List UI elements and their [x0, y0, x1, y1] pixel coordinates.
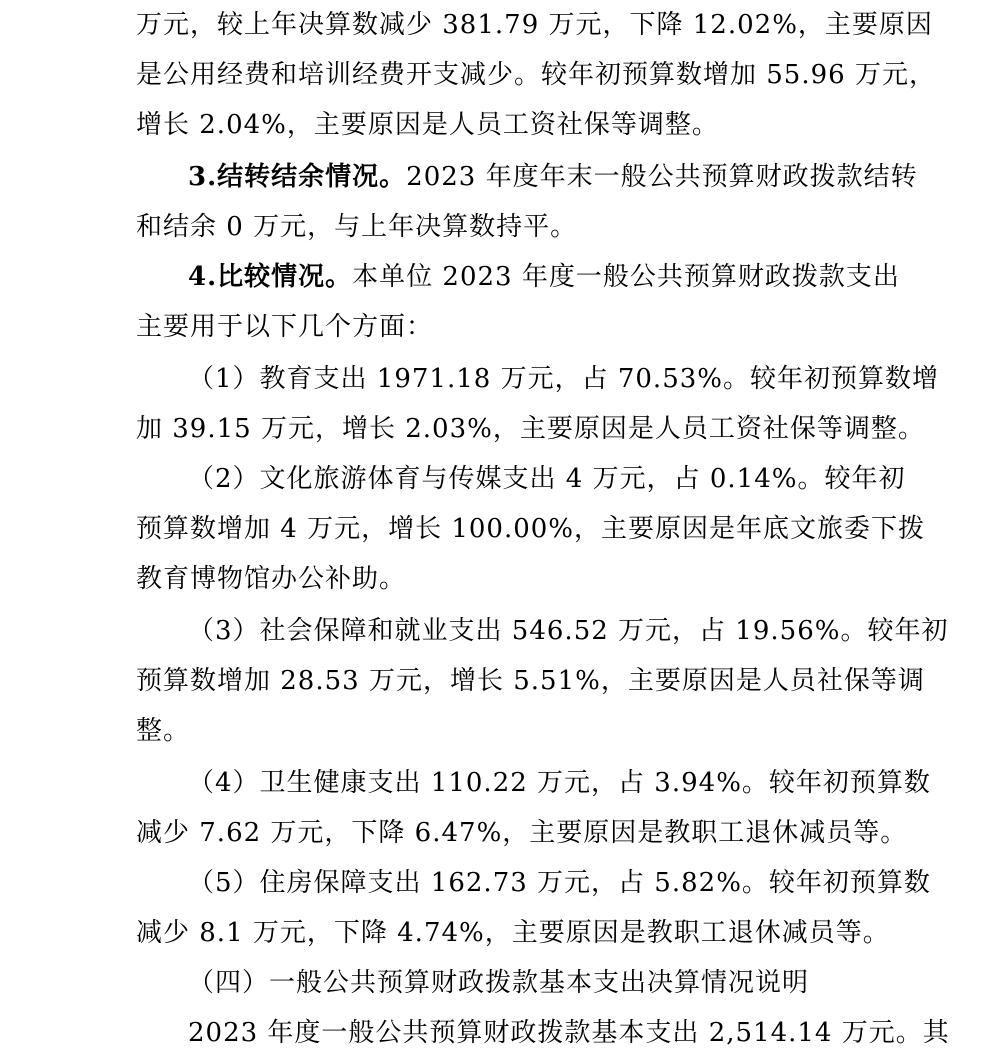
text-line-8: （1）教育支出 1971.18 万元，占 70.53%。较年初预算数增: [188, 364, 939, 394]
section-heading: （四）一般公共预算财政拨款基本支出决算情况说明: [188, 968, 810, 998]
text-line-17: 减少 7.62 万元，下降 6.47%，主要原因是教职工退休减员等。: [136, 818, 908, 848]
text-line-10: （2）文化旅游体育与传媒支出 4 万元，占 0.14%。较年初: [188, 464, 906, 494]
text-line-13: （3）社会保障和就业支出 546.52 万元，占 19.56%。较年初: [188, 616, 949, 646]
paragraph-comparison-first-line: [188, 260, 900, 294]
text-line-9: 加 39.15 万元，增长 2.03%，主要原因是人员工资社保等调整。: [136, 414, 925, 444]
text-line-15: 整。: [136, 716, 191, 746]
text-line-2: 是公用经费和培训经费开支减少。较年初预算数增加 55.96 万元，: [136, 60, 936, 90]
text-line-11: 预算数增加 4 万元，增长 100.00%，主要原因是年底文旅委下拨: [136, 514, 926, 544]
text-line-7: 主要用于以下几个方面：: [136, 312, 434, 342]
text-line-21: 2023 年度一般公共预算财政拨款基本支出 2,514.14 万元。其: [188, 1018, 950, 1048]
text-line-1: 万元，较上年决算数减少 381.79 万元，下降 12.02%，主要原因: [136, 10, 933, 40]
comparison-lead: 4.比较情况。: [188, 262, 353, 292]
text-line-3: 增长 2.04%，主要原因是人员工资社保等调整。: [136, 110, 719, 140]
paragraph-carryover-first-line: [188, 160, 918, 194]
text-line-5: 和结余 0 万元，与上年决算数持平。: [136, 212, 578, 242]
text-line-12: 教育博物馆办公补助。: [136, 564, 407, 594]
text-line-18: （5）住房保障支出 162.73 万元，占 5.82%。较年初预算数: [188, 868, 931, 898]
text-line-19: 减少 8.1 万元，下降 4.74%，主要原因是教职工退休减员等。: [136, 918, 890, 948]
carryover-text: 2023 年度年末一般公共预算财政拨款结转: [406, 162, 918, 192]
text-line-16: （4）卫生健康支出 110.22 万元，占 3.94%。较年初预算数: [188, 768, 931, 798]
comparison-text: 本单位 2023 年度一般公共预算财政拨款支出: [352, 262, 900, 292]
carryover-lead: 3.结转结余情况。: [188, 162, 407, 192]
text-line-14: 预算数增加 28.53 万元，增长 5.51%，主要原因是人员社保等调: [136, 666, 925, 696]
